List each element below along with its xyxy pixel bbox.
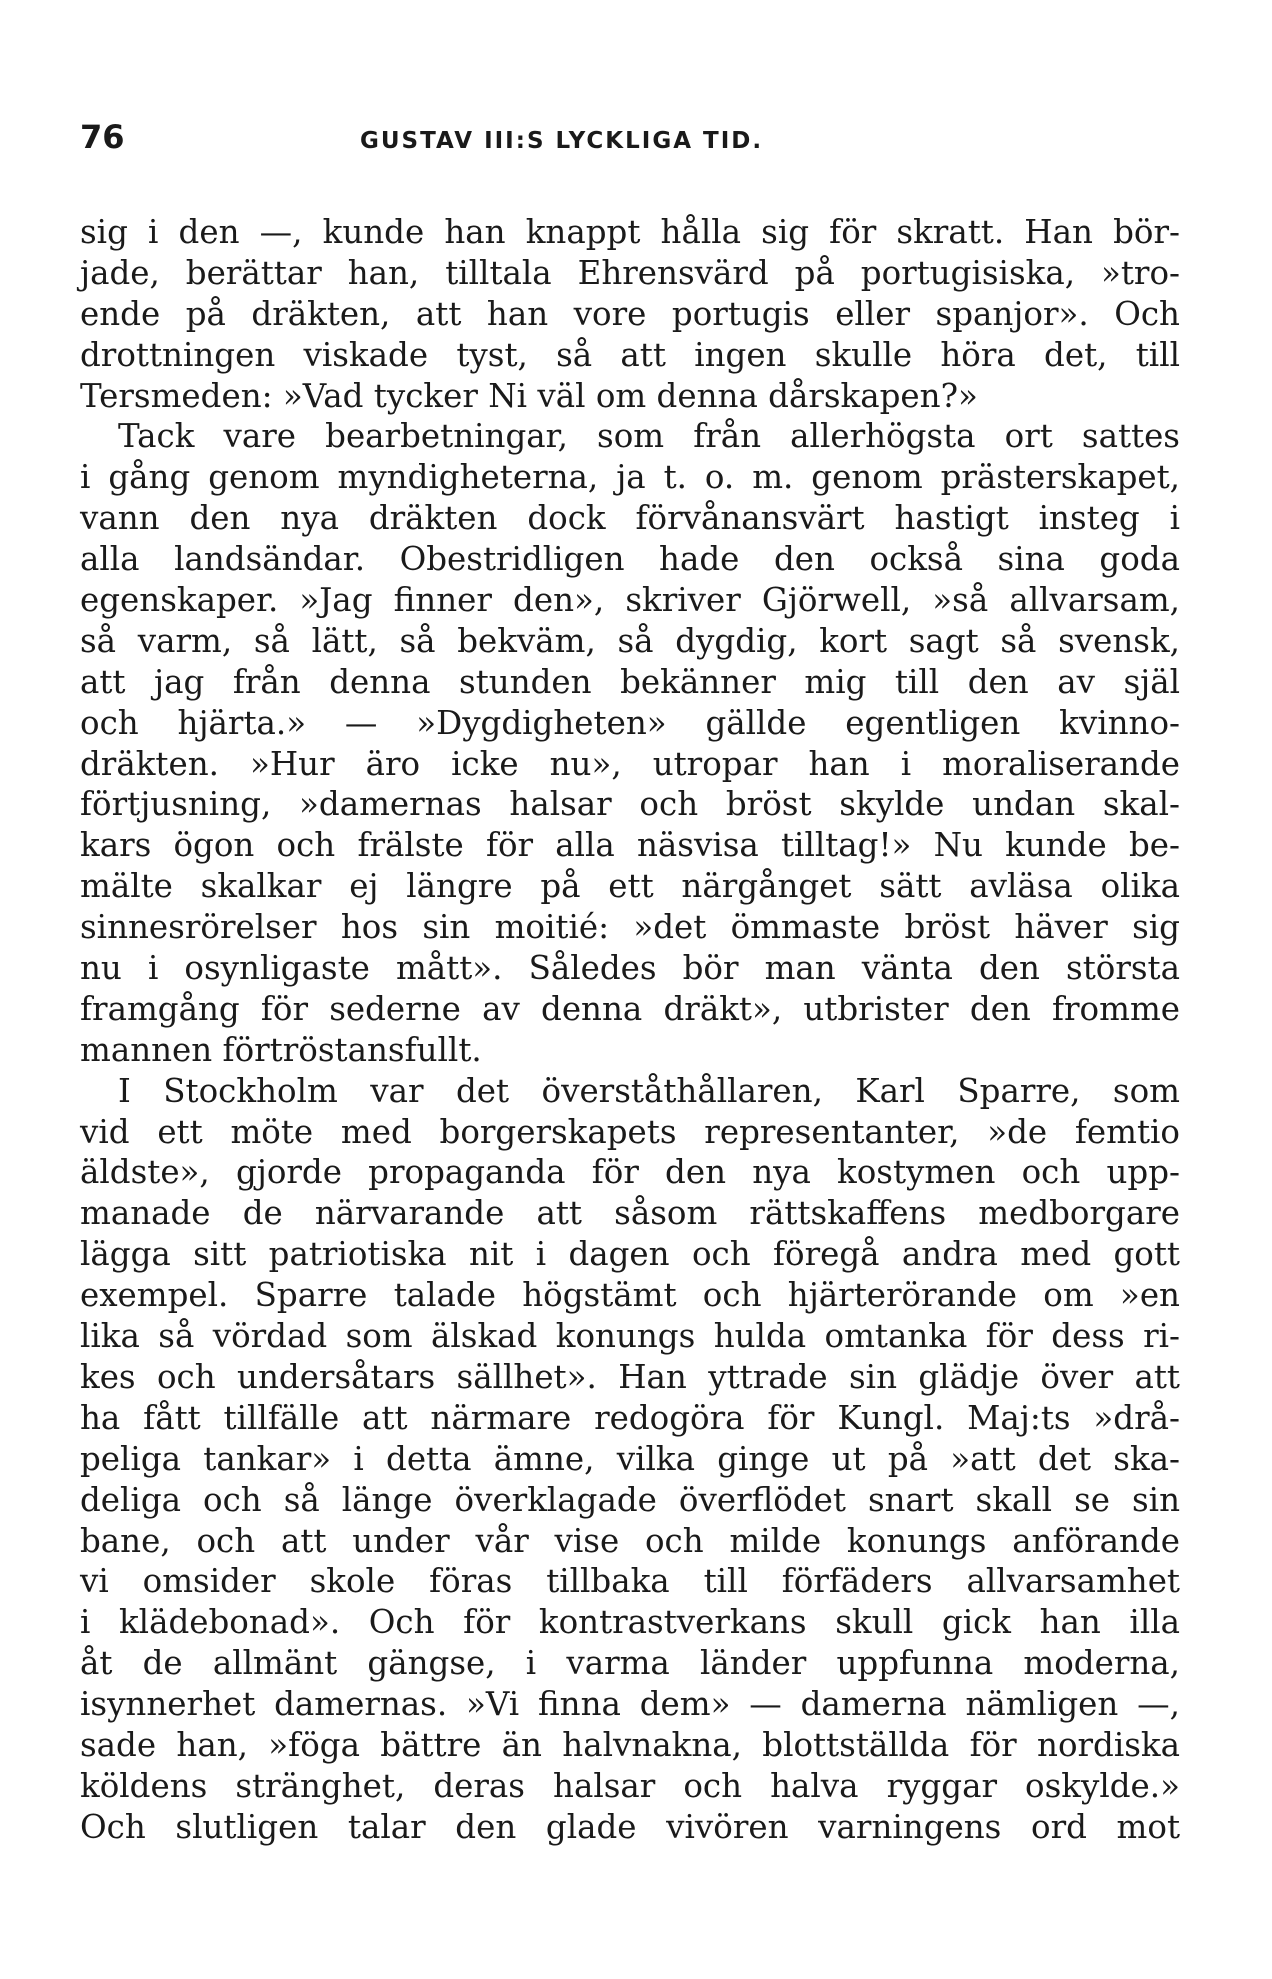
page-header — [80, 118, 1180, 166]
text-line: nu i osynligaste mått». Således bör man vänta den största — [80, 949, 1180, 988]
running-title: GUSTAV III:S LYCKLIGA TID. — [360, 128, 764, 154]
text-line: exempel. Sparre talade högstämt och hjärterörande om »en — [80, 1276, 1180, 1315]
text-line: ende på dräkten, att han vore portugis eller spanjor». Och — [80, 294, 1180, 333]
text-line: peliga tankar» i detta ämne, vilka ginge ut på »att det ska- — [80, 1439, 1180, 1478]
text-line: äldste», gjorde propaganda för den nya kostymen och upp- — [80, 1153, 1180, 1192]
text-line: vann den nya dräkten dock förvånansvärt hastigt insteg i — [80, 499, 1180, 538]
text-line: kars ögon och frälste för alla näsvisa tilltag!» Nu kunde be- — [80, 826, 1180, 865]
text-line: sinnesrörelser hos sin moitié: »det ömmaste bröst häver sig — [80, 908, 1180, 947]
text-line: så varm, så lätt, så bekväm, så dygdig, kort sagt så svensk, — [80, 621, 1180, 660]
text-line: alla landsändar. Obestridligen hade den också sina goda — [80, 540, 1180, 579]
text-line: vi omsider skole föras tillbaka till förfäders allvarsamhet — [80, 1562, 1180, 1601]
text-line: sig i den —, kunde han knappt hålla sig för skratt. Han bör- — [80, 213, 1180, 251]
page-number: 76 — [80, 118, 125, 156]
text-line: att jag från denna stunden bekänner mig till den av själ — [80, 662, 1180, 701]
text-line: Tersmeden: »Vad tycker Ni väl om denna dårskapen?» — [80, 376, 978, 415]
text-line: mannen förtröstansfullt. — [80, 1030, 482, 1069]
text-line: mälte skalkar ej längre på ett närgånget sätt avläsa olika — [80, 867, 1180, 906]
text-line: jade, berättar han, tilltala Ehrensvärd på portugisiska, »tro- — [80, 253, 1180, 292]
text-line: drottningen viskade tyst, så att ingen skulle höra det, till — [80, 335, 1180, 374]
text-line: ha fått tillfälle att närmare redogöra för Kungl. Maj:ts »drå- — [80, 1398, 1180, 1437]
text-line: dräkten. »Hur äro icke nu», utropar han i moraliserande — [80, 744, 1180, 783]
text-line: Och slutligen talar den glade vivören varningens ord mot — [80, 1807, 1180, 1846]
body-text — [80, 212, 1180, 1848]
text-line: framgång för sederne av denna dräkt», utbrister den fromme — [80, 989, 1180, 1028]
text-line: köldens stränghet, deras halsar och halva ryggar oskylde.» — [80, 1766, 1180, 1805]
text-line: deliga och så länge överklagade överflödet snart skall se sin — [80, 1480, 1180, 1519]
text-line: egenskaper. »Jag finner den», skriver Gjörwell, »så allvarsam, — [80, 581, 1180, 620]
text-line: lika så vördad som älskad konungs hulda omtanka för dess ri- — [80, 1317, 1180, 1356]
text-line: manade de närvarande att såsom rättskaffens medborgare — [80, 1194, 1180, 1233]
text-line: i gång genom myndigheterna, ja t. o. m. genom prästerskapet, — [80, 458, 1180, 497]
text-line: vid ett möte med borgerskapets representanter, »de femtio — [80, 1112, 1180, 1151]
text-line: kes och undersåtars sällhet». Han yttrade sin glädje över att — [80, 1357, 1180, 1396]
text-line: åt de allmänt gängse, i varma länder uppfunna moderna, — [80, 1644, 1180, 1683]
text-line: förtjusning, »damernas halsar och bröst skylde undan skal- — [80, 785, 1180, 824]
text-line: sade han, »föga bättre än halvnakna, blottställda för nordiska — [80, 1725, 1180, 1764]
text-line: och hjärta.» — »Dygdigheten» gällde egentligen kvinno- — [80, 703, 1180, 742]
text-line: lägga sitt patriotiska nit i dagen och föregå andra med gott — [80, 1235, 1180, 1274]
text-line: Tack vare bearbetningar, som från allerhögsta ort sattes — [118, 417, 1180, 456]
text-line: I Stockholm var det överståthållaren, Karl Sparre, som — [118, 1071, 1180, 1110]
text-line: i klädebonad». Och för kontrastverkans skull gick han illa — [80, 1603, 1180, 1642]
text-line: isynnerhet damernas. »Vi finna dem» — damerna nämligen —, — [80, 1685, 1180, 1724]
book-page — [80, 118, 1180, 1848]
text-line: bane, och att under vår vise och milde konungs anförande — [80, 1521, 1180, 1560]
